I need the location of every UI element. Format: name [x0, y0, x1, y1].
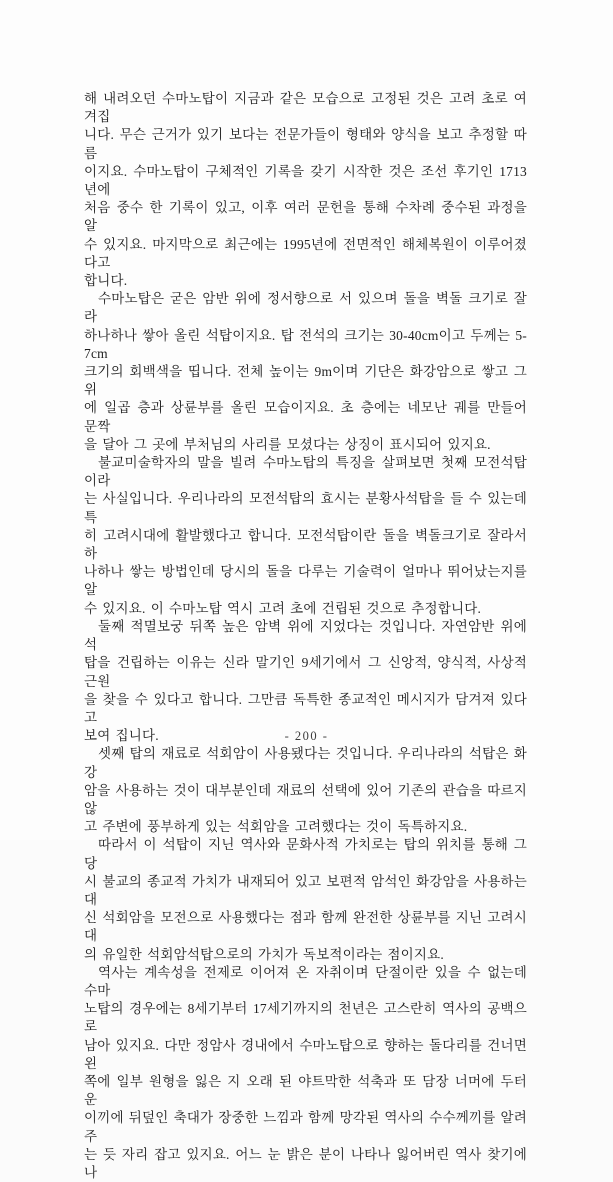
text-line: 을 달아 그 곳에 부처님의 사리를 모셨다는 상징이 표시되어 있지요.: [84, 436, 491, 452]
text-line: 이끼에 뒤덮인 축대가 장중한 느낌과 함께 망각된 역사의 수수께끼를 알려 주: [84, 1110, 527, 1144]
text-line: 히 고려시대에 활발했다고 합니다. 모전석탑이란 돌을 벽돌크기로 잘라서 하: [84, 527, 527, 562]
text-line: 수 있지요. 마지막으로 최근에는 1995년에 전면적인 해체복원이 이루어졌다고: [84, 236, 527, 270]
text-line: 는 듯 자리 잡고 있지요. 어느 눈 밝은 분이 나타나 잃어버린 역사 찾기에 나: [84, 1146, 527, 1180]
paragraph: [84, 454, 527, 618]
text-block: [84, 90, 527, 1182]
text-line: 암을 사용하는 것이 대부분인데 재료의 선택에 있어 기존의 관습을 따르지 않: [84, 782, 527, 816]
paragraph: [84, 618, 527, 745]
text-line: 역사는 계속성을 전제로 이어져 온 자취이며 단절이란 있을 수 없는데 수마: [84, 964, 527, 998]
text-line: 노탑의 경우에는 8세기부터 17세기까지의 천년은 고스란히 역사의 공백으로: [84, 1001, 527, 1035]
text-line: 처음 중수 한 기록이 있고, 이후 여러 문헌을 통해 수차례 중수된 과정을 알: [84, 200, 527, 234]
paragraph: [84, 90, 527, 290]
text-line: 을 찾을 수 있다고 합니다. 그만큼 독특한 종교적인 메시지가 담겨져 있다고: [84, 691, 527, 725]
text-line: 수마노탑은 굳은 암반 위에 정서향으로 서 있으며 돌을 벽돌 크기로 잘라: [84, 291, 527, 325]
text-line: 보여 집니다.: [84, 728, 159, 744]
text-line: 따라서 이 석탑이 지닌 역사와 문화사적 가치로는 탑의 위치를 통해 그 당: [84, 837, 527, 871]
text-line: 신 석회암을 모전으로 사용했다는 점과 함께 완전한 상륜부를 지닌 고려시대: [84, 910, 527, 944]
text-line: 나하나 쌓는 방법인데 당시의 돌을 다루는 기술력이 얼마나 뛰어났는지를 알: [84, 564, 527, 598]
text-line: 둘째 적멸보궁 뒤쪽 높은 암벽 위에 지었다는 것입니다. 자연암반 위에 석: [84, 618, 527, 653]
text-line: 합니다.: [84, 273, 128, 289]
text-line: 고 주변에 풍부하게 있는 석회암을 고려했다는 것이 독특하지요.: [84, 819, 468, 835]
paragraph: [84, 964, 527, 1182]
text-line: 이지요. 수마노탑이 구체적인 기록을 갖기 시작한 것은 조선 후기인 1713년에: [84, 163, 527, 198]
text-line: 시 불교의 종교적 가치가 내재되어 있고 보편적 암석인 화강암을 사용하는 대: [84, 873, 527, 907]
text-line: 크기의 회백색을 띱니다. 전체 높이는 9m이며 기단은 화강암으로 쌓고 그 위: [84, 364, 527, 398]
text-line: 쪽에 일부 원형을 잃은 지 오래 된 야트막한 석축과 또 담장 너머에 두터운: [84, 1073, 527, 1108]
text-line: 탑을 건립하는 이유는 신라 말기인 9세기에서 그 신앙적, 양식적, 사상적 근원: [84, 655, 527, 689]
text-line: 하나하나 쌓아 올린 석탑이지요. 탑 전석의 크기는 30-40cm이고 두께는 5-7cm: [84, 327, 527, 361]
paragraph: [84, 836, 527, 963]
paragraph: [84, 290, 527, 454]
text-line: 니다. 무슨 근거가 있기 보다는 전문가들이 형태와 양식을 보고 추정할 따름: [84, 127, 527, 161]
text-line: 불교미술학자의 말을 빌려 수마노탑의 특징을 살펴보면 첫째 모전석탑이라: [84, 455, 527, 489]
text-line: 는 사실입니다. 우리나라의 모전석탑의 효시는 분황사석탑을 들 수 있는데 특: [84, 491, 527, 525]
text-line: 수 있지요. 이 수마노탑 역시 고려 초에 건립된 것으로 추정합니다.: [84, 600, 482, 616]
text-line: 에 일곱 층과 상륜부를 올린 모습이지요. 초 층에는 네모난 궤를 만들어 문짝: [84, 400, 527, 434]
paragraph: [84, 745, 527, 836]
text-line: 의 유일한 석회암석탑으로의 가치가 독보적이라는 점이지요.: [84, 946, 444, 962]
text-line: 남아 있지요. 다만 정암사 경내에서 수마노탑으로 향하는 돌다리를 건너면 왼: [84, 1037, 527, 1071]
text-line: 셋째 탑의 재료로 석회암이 사용됐다는 것입니다. 우리나라의 석탑은 화강: [84, 746, 527, 780]
page-number-footer: - 200 -: [284, 729, 329, 743]
text-line: 해 내려오던 수마노탑이 지금과 같은 모습으로 고정된 것은 고려 초로 여겨집: [84, 91, 527, 125]
